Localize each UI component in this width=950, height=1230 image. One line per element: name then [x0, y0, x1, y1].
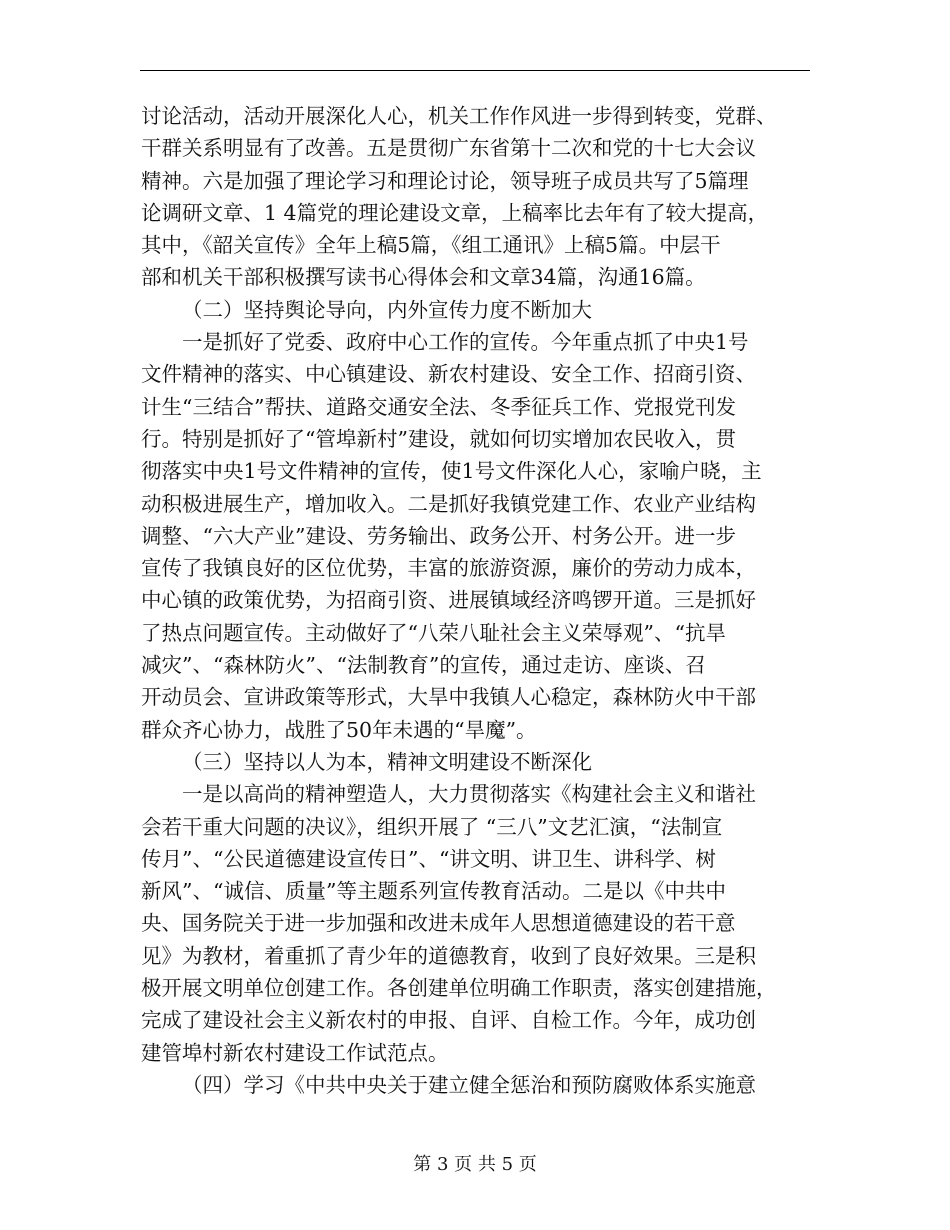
body-line: 其中，《韶关宣传》全年上稿5篇，《组工通讯》上稿5篇。中层干: [141, 233, 721, 258]
body-line: 新风”、“诚信、质量”等主题系列宣传教育活动。二是以《中共中: [141, 879, 726, 904]
body-line: 文件精神的落实、中心镇建设、新农村建设、安全工作、招商引资、: [141, 362, 756, 387]
body-line: 传月”、“公民道德建设宣传日”、“讲文明、讲卫生、讲科学、树: [141, 846, 716, 871]
body-line: 彻落实中央1号文件精神的宣传，使1号文件深化人心，家喻户晓，主: [141, 459, 762, 484]
body-line: 极开展文明单位创建工作。各创建单位明确工作职责，落实创建措施，: [141, 976, 777, 1001]
section-heading: （四）学习《中共中央关于建立健全惩治和预防腐败体系实施意: [182, 1072, 756, 1097]
body-line: 中心镇的政策优势，为招商引资、进展镇域经济鸣锣开道。三是抓好: [141, 588, 756, 613]
body-line: 开动员会、宣讲政策等形式，大旱中我镇人心稳定，森林防火中干部: [141, 685, 756, 710]
body-line: 干群关系明显有了改善。五是贯彻广东省第十二次和党的十七大会议: [141, 136, 756, 161]
body-line: 央、国务院关于进一步加强和改进未成年人思想道德建设的若干意: [141, 911, 736, 936]
section-heading: （二）坚持舆论导向，内外宣传力度不断加大: [182, 297, 592, 322]
paragraph-start-line: 一是以高尚的精神塑造人，大力贯彻落实《构建社会主义和谐社: [182, 782, 756, 807]
body-line: 减灾”、“森林防火”、“法制教育”的宣传，通过走访、座谈、召: [141, 653, 706, 678]
body-line: 行。特别是抓好了“管埠新村”建设，就如何切实增加农民收入，贯: [141, 426, 736, 451]
page-number-footer: 第 3 页 共 5 页: [413, 1154, 537, 1175]
body-line: 计生“三结合”帮扶、道路交通安全法、冬季征兵工作、党报党刊发: [141, 394, 736, 419]
body-line: 精神。六是加强了理论学习和理论讨论，领导班子成员共写了5篇理: [141, 168, 749, 193]
body-line: 会若干重大问题的决议》，组织开展了 “三八”文艺汇演，“法制宣: [141, 814, 723, 839]
body-line: 建管埠村新农村建设工作试范点。: [141, 1040, 449, 1065]
body-line: 论调研文章、1 4篇党的理论建设文章，上稿率比去年有了较大提高，: [141, 200, 769, 225]
section-heading: （三）坚持以人为本，精神文明建设不断深化: [182, 749, 592, 774]
body-line: 见》为教材，着重抓了青少年的道德教育，收到了良好效果。三是积: [141, 943, 756, 968]
body-line: 完成了建设社会主义新农村的申报、自评、自检工作。今年，成功创: [141, 1008, 756, 1033]
body-line: 讨论活动，活动开展深化人心，机关工作作风进一步得到转变，党群、: [141, 104, 777, 128]
paragraph-start-line: 一是抓好了党委、政府中心工作的宣传。今年重点抓了中央1号: [182, 330, 749, 355]
document-body: [141, 100, 813, 1101]
body-line: 宣传了我镇良好的区位优势，丰富的旅游资源，廉价的劳动力成本，: [141, 556, 756, 581]
header-rule: [140, 70, 810, 71]
body-line: 调整、“六大产业”建设、劳务输出、政务公开、村务公开。进一步: [141, 523, 736, 548]
body-line: 动积极进展生产，增加收入。二是抓好我镇党建工作、农业产业结构: [141, 491, 756, 516]
body-line: 了热点问题宣传。主动做好了“八荣八耻社会主义荣辱观”、“抗旱: [141, 620, 726, 645]
body-line: 群众齐心协力，战胜了50年未遇的“旱魔”。: [141, 717, 537, 742]
body-line: 部和机关干部积极撰写读书心得体会和文章34篇，沟通16篇。: [141, 265, 706, 290]
